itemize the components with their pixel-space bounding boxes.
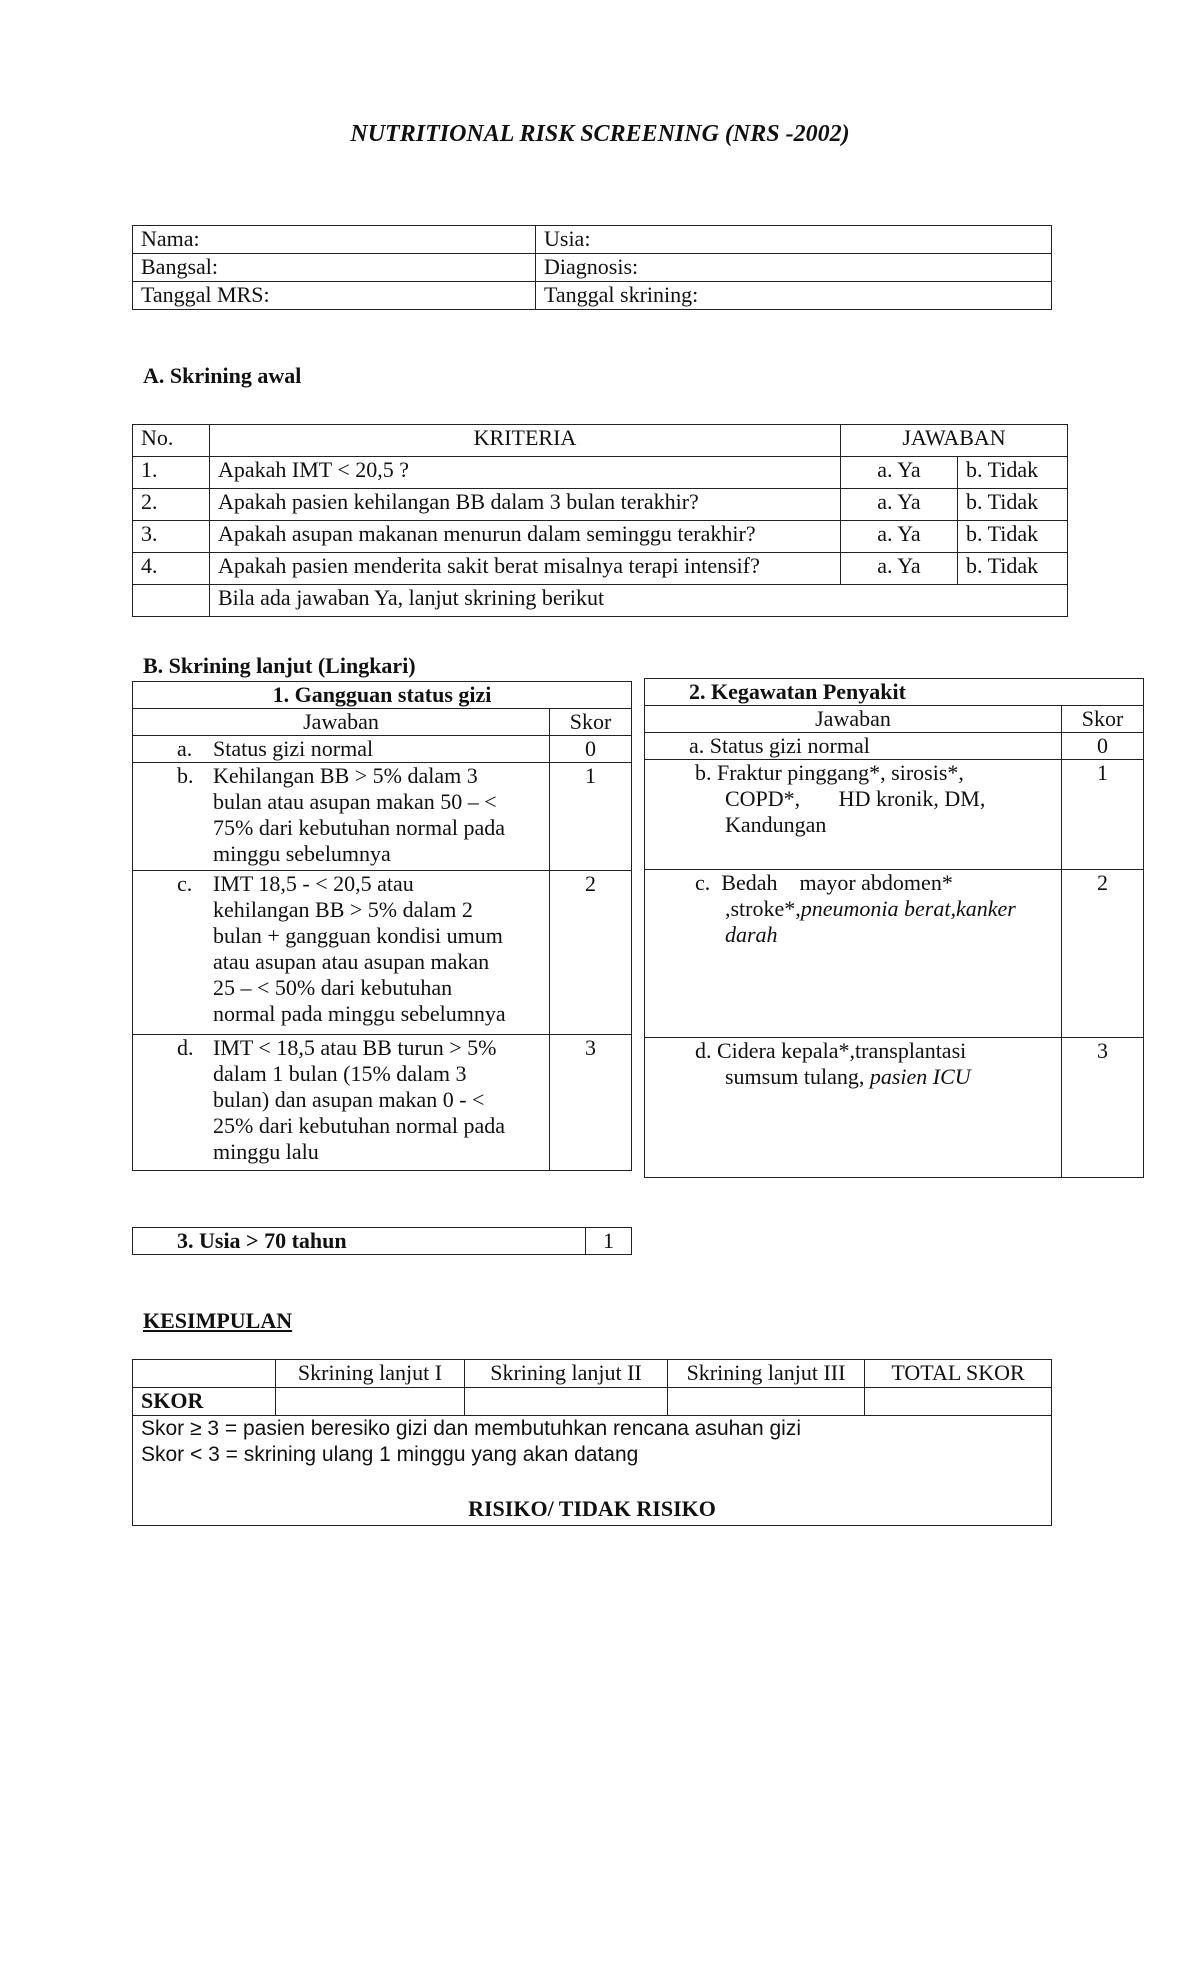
kegawatan-option-c[interactable]	[645, 870, 1144, 1038]
skor-lanjut-1-cell[interactable]	[276, 1388, 465, 1416]
option-text-line: bulan) dan asupan makan 0 - <	[213, 1087, 485, 1112]
gangguan-status-gizi-table	[132, 681, 632, 1171]
usia-row[interactable]	[133, 1228, 632, 1255]
option-text-plain: sumsum tulang,	[725, 1064, 870, 1089]
skrining-awal-table	[132, 424, 1068, 617]
criteria-row	[133, 521, 1068, 553]
criteria-no: 3.	[133, 521, 210, 553]
option-skor[interactable]: 2	[1062, 870, 1144, 1038]
answer-ya[interactable]: a. Ya	[841, 521, 958, 553]
kegawatan-title: 2. Kegawatan Penyakit	[645, 679, 1144, 706]
option-text-line: 25 – < 50% dari kebutuhan	[213, 975, 453, 1000]
answer-ya[interactable]: a. Ya	[841, 553, 958, 585]
option-text-line: bulan + gangguan kondisi umum	[213, 923, 503, 948]
document-title: NUTRITIONAL RISK SCREENING (NRS -2002)	[350, 121, 850, 147]
usia-field[interactable]: Usia:	[536, 226, 1052, 254]
option-text-italic: pasien ICU	[869, 1064, 971, 1089]
criteria-text: Apakah pasien kehilangan BB dalam 3 bulan terakhir?	[210, 489, 841, 521]
gizi-title: 1. Gangguan status gizi	[133, 682, 632, 709]
criteria-row	[133, 457, 1068, 489]
gizi-col-jawaban: Jawaban	[133, 709, 550, 736]
skor-lanjut-3-cell[interactable]	[668, 1388, 865, 1416]
option-skor[interactable]: 0	[1062, 733, 1144, 760]
option-text-line: dalam 1 bulan (15% dalam 3	[213, 1061, 467, 1086]
criteria-text: Apakah IMT < 20,5 ?	[210, 457, 841, 489]
kegawatan-col-jawaban: Jawaban	[645, 706, 1062, 733]
option-text-line: minggu sebelumnya	[213, 841, 391, 866]
option-text-line: bulan atau asupan makan 50 – <	[213, 789, 497, 814]
skrining-awal-note: Bila ada jawaban Ya, lanjut skrining berikut	[210, 585, 1068, 617]
usia-table	[132, 1227, 632, 1255]
bangsal-field[interactable]: Bangsal:	[133, 254, 536, 282]
option-text-line: normal pada minggu sebelumnya	[213, 1001, 506, 1026]
risk-result[interactable]: RISIKO/ TIDAK RISIKO	[468, 1496, 716, 1521]
option-letter: d.	[177, 1035, 194, 1060]
option-text-line: atau asupan atau asupan makan	[213, 949, 490, 974]
option-text-line: Kehilangan BB > 5% dalam 3	[213, 763, 478, 788]
rule-high-risk: Skor ≥ 3 = pasien beresiko gizi dan membutuhkan rencana asuhan gizi	[141, 1417, 802, 1440]
option-text-plain: ,stroke*,	[725, 896, 801, 921]
option-letter: c.	[177, 871, 193, 896]
rule-low-risk: Skor < 3 = skrining ulang 1 minggu yang akan datang	[141, 1443, 639, 1466]
tanggal-mrs-field[interactable]: Tanggal MRS:	[133, 282, 536, 310]
option-skor[interactable]: 2	[550, 871, 632, 1035]
option-skor[interactable]: 3	[1062, 1038, 1144, 1178]
answer-ya[interactable]: a. Ya	[841, 457, 958, 489]
kegawatan-col-skor: Skor	[1062, 706, 1144, 733]
tanggal-skrining-field[interactable]: Tanggal skrining:	[536, 282, 1052, 310]
criteria-no: 2.	[133, 489, 210, 521]
col-jawaban-header: JAWABAN	[841, 425, 1068, 457]
answer-tidak[interactable]: b. Tidak	[958, 457, 1068, 489]
gizi-option-c[interactable]	[133, 871, 632, 1035]
kegawatan-option-d[interactable]	[645, 1038, 1144, 1178]
identity-table	[132, 225, 1052, 310]
option-skor[interactable]: 1	[1062, 760, 1144, 870]
kegawatan-penyakit-table	[644, 678, 1144, 1178]
option-skor[interactable]: 0	[550, 736, 632, 763]
answer-ya[interactable]: a. Ya	[841, 489, 958, 521]
section-a-heading: A. Skrining awal	[143, 363, 302, 388]
col-kriteria-header: KRITERIA	[210, 425, 841, 457]
option-text-line: 75% dari kebutuhan normal pada	[213, 815, 506, 840]
usia-label: 3. Usia > 70 tahun	[133, 1228, 586, 1255]
criteria-no: 1.	[133, 457, 210, 489]
option-text-line: d. Cidera kepala*,transplantasi	[695, 1038, 967, 1063]
option-text-line: kehilangan BB > 5% dalam 2	[213, 897, 473, 922]
col-skrining-lanjut-1: Skrining lanjut I	[276, 1360, 465, 1388]
option-text-line: IMT < 18,5 atau BB turun > 5%	[213, 1035, 497, 1060]
option-text-line: c. Bedah mayor abdomen*	[695, 870, 953, 895]
total-skor-cell[interactable]	[865, 1388, 1052, 1416]
nama-field[interactable]: Nama:	[133, 226, 536, 254]
option-text-line: Kandungan	[725, 812, 827, 837]
option-skor[interactable]: 3	[550, 1035, 632, 1171]
option-text-line: COPD*, HD kronik, DM,	[725, 786, 986, 811]
skor-lanjut-2-cell[interactable]	[465, 1388, 668, 1416]
option-letter: a.	[177, 736, 193, 761]
option-text: Status gizi normal	[213, 736, 374, 761]
kegawatan-option-a[interactable]	[645, 733, 1144, 760]
option-text-line: b. Fraktur pinggang*, sirosis*,	[695, 760, 964, 785]
criteria-row	[133, 489, 1068, 521]
criteria-text: Apakah pasien menderita sakit berat misalnya terapi intensif?	[210, 553, 841, 585]
section-b-heading: B. Skrining lanjut (Lingkari)	[143, 653, 416, 678]
option-text-line: minggu lalu	[213, 1139, 319, 1164]
option-text-line: IMT 18,5 - < 20,5 atau	[213, 871, 414, 896]
option-letter: b.	[177, 763, 194, 788]
col-no-header: No.	[133, 425, 210, 457]
gizi-col-skor: Skor	[550, 709, 632, 736]
col-skrining-lanjut-2: Skrining lanjut II	[465, 1360, 668, 1388]
kesimpulan-heading: KESIMPULAN	[143, 1308, 293, 1333]
kegawatan-option-b[interactable]	[645, 760, 1144, 870]
option-text: a. Status gizi normal	[645, 733, 1062, 760]
skor-row-label: SKOR	[133, 1388, 276, 1416]
diagnosis-field[interactable]: Diagnosis:	[536, 254, 1052, 282]
criteria-no: 4.	[133, 553, 210, 585]
option-text-line: 25% dari kebutuhan normal pada	[213, 1113, 506, 1138]
option-skor[interactable]: 1	[550, 763, 632, 871]
option-text-italic: pneumonia berat,kanker	[800, 896, 1016, 921]
col-total-skor: TOTAL SKOR	[865, 1360, 1052, 1388]
gizi-option-b[interactable]	[133, 763, 632, 871]
answer-tidak[interactable]: b. Tidak	[958, 489, 1068, 521]
criteria-text: Apakah asupan makanan menurun dalam seminggu terakhir?	[210, 521, 841, 553]
gizi-option-d[interactable]	[133, 1035, 632, 1171]
criteria-row	[133, 553, 1068, 585]
answer-tidak[interactable]: b. Tidak	[958, 553, 1068, 585]
answer-tidak[interactable]: b. Tidak	[958, 521, 1068, 553]
gizi-option-a[interactable]	[133, 736, 632, 763]
col-skrining-lanjut-3: Skrining lanjut III	[668, 1360, 865, 1388]
option-text-italic: darah	[725, 922, 778, 947]
usia-skor[interactable]: 1	[586, 1228, 632, 1255]
kesimpulan-table	[132, 1359, 1052, 1526]
